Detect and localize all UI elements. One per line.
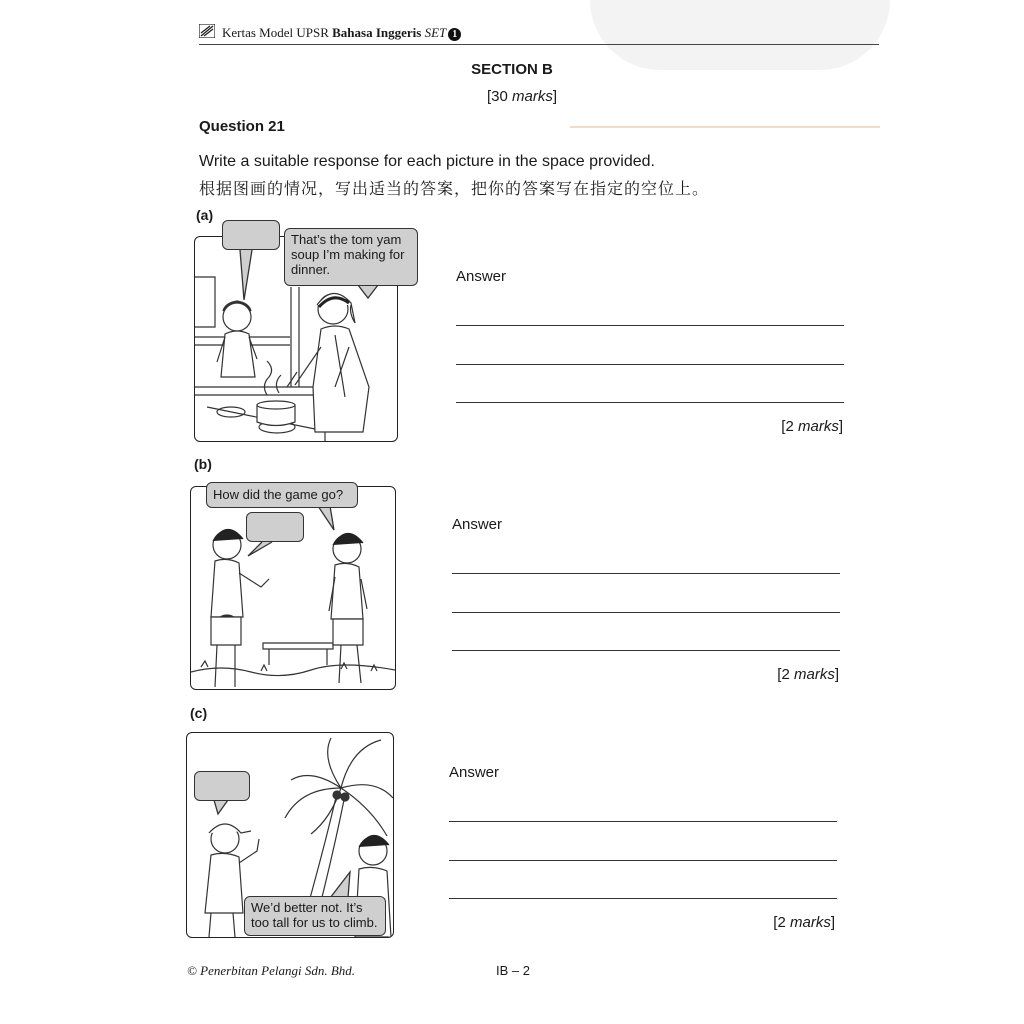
answer-label-c: Answer	[449, 764, 500, 781]
section-marks: [30 marks]	[486, 88, 558, 105]
header-subject: Bahasa Inggeris	[332, 25, 422, 40]
answer-label-a: Answer	[456, 268, 507, 285]
section-title: SECTION B	[471, 61, 553, 78]
header-series: Kertas Model UPSR	[222, 25, 329, 40]
answer-line-a1[interactable]	[456, 325, 844, 326]
answer-line-c3[interactable]	[449, 898, 837, 899]
speech-bubble-a: That’s the tom yam soup I’m making for dinner.	[284, 228, 418, 286]
answer-line-b1[interactable]	[452, 573, 840, 574]
part-label-c: (c)	[190, 705, 208, 721]
empty-speech-bubble-b	[246, 512, 304, 542]
header-set-label: SET	[424, 25, 447, 40]
page-number: IB – 2	[496, 963, 530, 978]
publisher-logo-icon	[199, 24, 215, 38]
answer-line-a2[interactable]	[456, 364, 844, 365]
answer-line-c1[interactable]	[449, 821, 837, 822]
part-label-a: (a)	[196, 207, 214, 223]
show-through-shape	[590, 0, 890, 70]
copyright-footer: © Penerbitan Pelangi Sdn. Bhd.	[187, 963, 356, 978]
answer-line-a3[interactable]	[456, 402, 844, 403]
empty-speech-bubble-c	[194, 771, 250, 801]
part-label-b: (b)	[194, 456, 212, 472]
marks-c: [2 marks]	[773, 914, 835, 931]
answer-line-b2[interactable]	[452, 612, 840, 613]
show-through-line	[570, 126, 880, 128]
speech-bubble-c: We’d better not. It’s too tall for us to climb.	[244, 896, 386, 936]
question-title: Question 21	[199, 118, 285, 135]
header-rule	[199, 44, 879, 45]
running-header	[222, 25, 461, 41]
marks-b: [2 marks]	[777, 666, 839, 683]
answer-line-b3[interactable]	[452, 650, 840, 651]
instruction-chinese: 根据图画的情况，写出适当的答案，把你的答案写在指定的空位上。	[199, 179, 710, 198]
header-set-number: 1	[448, 28, 461, 41]
instruction-english: Write a suitable response for each picture in the space provided.	[199, 153, 655, 170]
marks-a: [2 marks]	[781, 418, 843, 435]
speech-bubble-b: How did the game go?	[206, 482, 358, 508]
answer-line-c2[interactable]	[449, 860, 837, 861]
answer-label-b: Answer	[452, 516, 503, 533]
empty-speech-bubble-a	[222, 220, 280, 250]
